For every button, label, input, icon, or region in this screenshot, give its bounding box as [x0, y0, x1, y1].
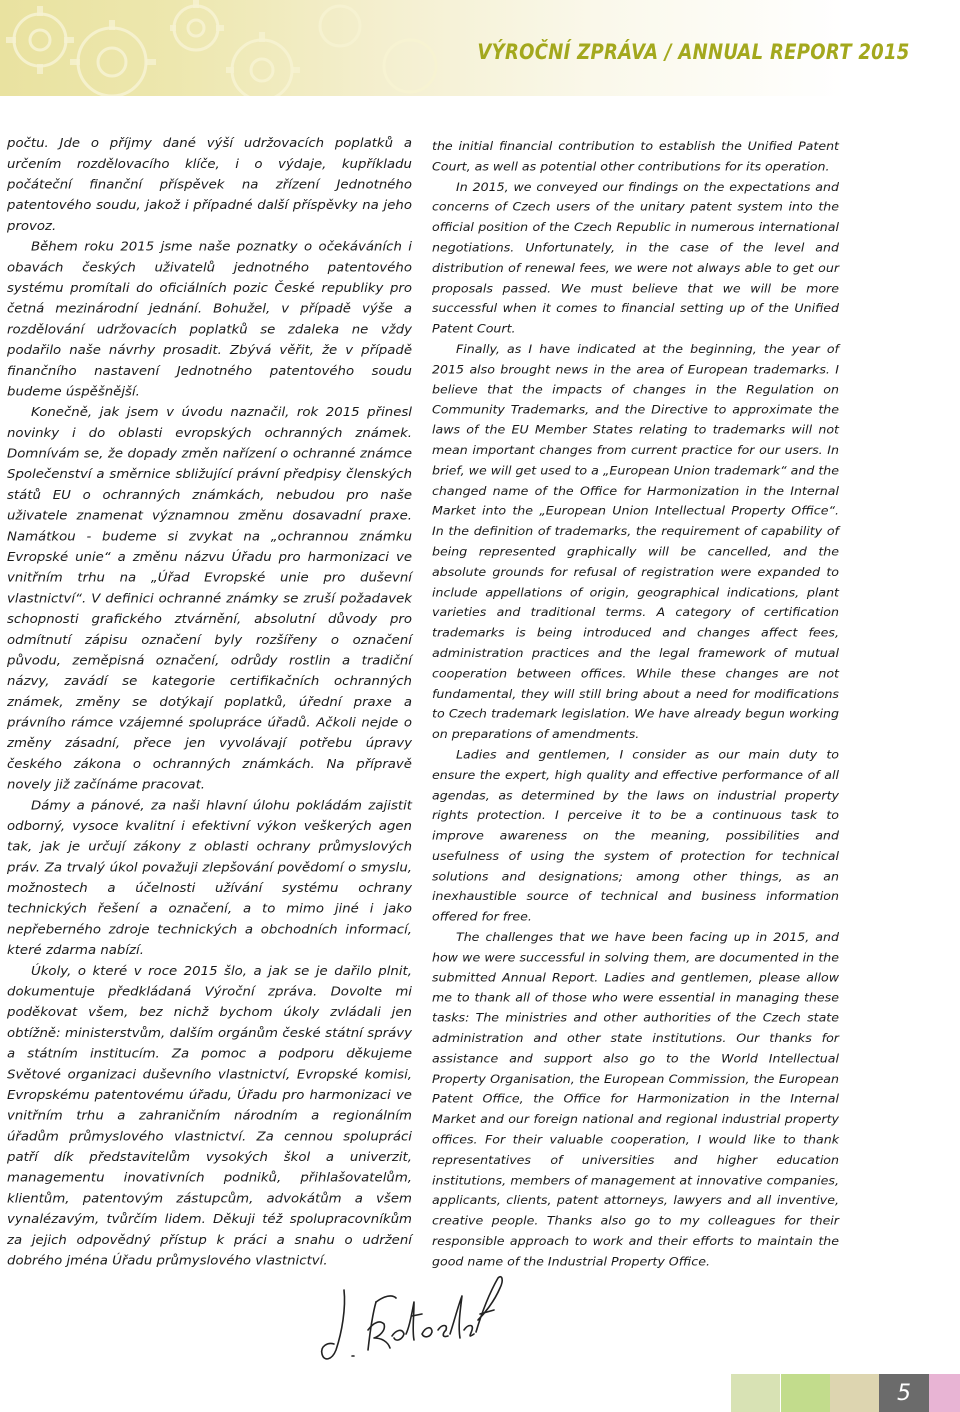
english-text-column: [432, 136, 839, 1272]
english-paragraph-2: In 2015, we conveyed our findings on the expectations and concerns of Czech users of the unitary patent system into the official position of the Czech Republic in numerous international negotiations. Unfortunately, in the case of the level and distribution of renewal fees, we were not always able to get our proposals passed. We must believe that we will be more successful when it comes to financial setting up of the Unified Patent Court.: [432, 179, 839, 336]
english-paragraph-5: The challenges that we have been facing up in 2015, and how we were successful in solving them, are documented in the submitted Annual Report. Ladies and gentlemen, please allow me to thank all of those who were essential in managing these tasks: The ministries and other authorities of the Czech state administration and other state institutions. Our thanks for assistance and support also go to the World Intellectual Property Organisation, the European Commission, the European Patent Office, the Office for Harmonization in the Internal Market and our foreign national and regional industrial property offices. For their valuable cooperation, I would like to thank representatives of universities and higher education institutions, members of management at innovative companies, applicants, clients, patent attorneys, lawyers and all inventive, creative people. Thanks also go to my colleagues for their responsible approach to work and their efforts to maintain the good name of the Industrial Property Office.: [432, 929, 839, 1269]
czech-paragraph-5: Úkoly, o které v roce 2015 šlo, a jak se je dařilo plnit, dokumentuje předkládaná Výroční zpráva. Dovolte mi poděkovat všem, bez nichž bychom úkoly zvládali jen obtížně: ministerstvům, dalším orgánům české státní správy a státním institucím. Za pomoc a podporu děkujeme Světové organizaci duševního vlastnictví, Evropské komisi, Evropskému patentovému úřadu, Úřadu pro harmonizaci ve vnitřním trhu a zahraničním národním a regionálním úřadům průmyslového vlastnictví. Za cennou spolupráci patří dík představitelům vysokých škol a univerzit, managementu inovativních podniků, přihlašovatelům, klientům, patentovým zástupcům, advokátům a všem vynalézavým, tvůrčím lidem. Děkuji též spolupracovníkům za jejich odpovědný přístup k práci a snahu o udržení dobrého jména Úřadu průmyslového vlastnictví.: [7, 964, 412, 1269]
gears-pattern-icon: [0, 0, 520, 96]
report-title-year: 2015: [858, 40, 910, 64]
header-band: [0, 0, 960, 96]
report-title-main: VÝROČNÍ ZPRÁVA / ANNUAL REPORT: [477, 40, 853, 64]
english-paragraph-3: Finally, as I have indicated at the beginning, the year of 2015 also brought news in the area of European trademarks. I believe that the impacts of changes in the Regulation on Community Trademarks, and the Directive to approximate the laws of the EU Member States relating to trademarks will not mean important changes from current practice for our users. In brief, we will get used to a „European Union trademark“ and the changed name of the Office for Harmonization in the Internal Market into the „European Union Intellectual Property Office“. In the definition of trademarks, the requirement of capability of being represented graphically will be cancelled, and the absolute grounds for refusal of registration were expanded to include appellations of origin, geographical indications, plant varieties and traditional terms. A category of certification trademarks is being introduced and changes affect fees, administration practices and the legal framework of mutual cooperation between offices. While these changes are not fundamental, they will still bring about a need for modifications to Czech trademark legislation. We have already begun working on preparations of amendments.: [432, 341, 839, 741]
page-number: 5: [879, 1374, 929, 1412]
czech-paragraph-3: Konečně, jak jsem v úvodu naznačil, rok 2015 přinesl novinky i do oblasti evropských ochranných známek. Domnívám se, že dopady změn nařízení o ochranné známce Společenství a směrnice sbližující právní předpisy členských států EU o ochranných známkách, nebudou pro naše uživatele znamenat významnou změnu dosavadní praxe. Namátkou - budeme si zvykat na „ochrannou známku Evropské unie“ a změnu názvu Úřadu pro harmonizaci ve vnitřním trhu na „Úřad Evropské unie pro duševní vlastnictví“. V definici ochranné známky se zruší požadavek schopnosti grafického ztvárnění, absolutní důvody pro odmítnutí zápisu označení byly rozšířeny o označení původu, zeměpisná označení, odrůdy rostlin a tradiční názvy, zavádí se kategorie certifikačních ochranných známek, změny se dotýkají poplatků, úřední praxe a právního rámce vzájemné spolupráce úřadů. Ačkoli nejde o změny zásadní, přece jen vyvolávají potřebu úpravy českého zákona o ochranných známkách. Na přípravě novely již začínáme pracovat.: [7, 405, 412, 793]
czech-text-column: [7, 134, 412, 1272]
footer-square: [731, 1374, 780, 1412]
czech-paragraph-2: Během roku 2015 jsme naše poznatky o očekáváních i obavách českých uživatelů jednotného patentového systému promítali do oficiálních pozic České republiky pro četná mezinárodní jednání. Bohužel, v případě výše a rozdělování udržovacích poplatků se zdaleka ne vždy podařilo naše návrhy prosadit. Zbývá věřit, že v případě finančního nastavení Jednotného patentového soudu budeme úspěšnější.: [7, 240, 412, 400]
czech-paragraph-1: počtu. Jde o příjmy dané výší udržovacích poplatků a určením rozdělovacího klíče, i o výdaje, kupříkladu počáteční finanční příspěvek na zřízení Jednotného patentového soudu, jakož i případné další příspěvky na jeho provoz.: [7, 136, 412, 234]
signature-icon: [318, 1272, 506, 1366]
english-paragraph-1: the initial financial contribution to establish the Unified Patent Court, as well as potential other contributions for its operation.: [432, 138, 839, 174]
footer-square: [781, 1374, 830, 1412]
report-title: [478, 40, 910, 64]
footer-square: [830, 1374, 879, 1412]
english-paragraph-4: Ladies and gentlemen, I consider as our main duty to ensure the expert, high quality and effective performance of all agendas, as determined by the laws on industrial property rights protection. I perceive it to be a continuous task to improve awareness on the meaning, possibilities and usefulness of using the system of protection for technical solutions and designations; among other things, as an inexhaustible source of technical and business information offered for free.: [432, 747, 839, 924]
footer-square: [929, 1374, 960, 1412]
footer-color-squares: [0, 1374, 960, 1412]
czech-paragraph-4: Dámy a pánové, za naši hlavní úlohu pokládám zajistit odborný, vysoce kvalitní i efektivní výkon veškerých agen tak, jak je určují zákony z oblasti ochrany průmyslových práv. Za trvalý úkol považuji zlepšování povědomí o smyslu, možnostech a účelnosti užívání systému ochrany technických řešení a označení, a to mimo jiné i jako nepřeberného zdroje technických a obchodních informací, které zdarma nabízí.: [7, 798, 412, 958]
